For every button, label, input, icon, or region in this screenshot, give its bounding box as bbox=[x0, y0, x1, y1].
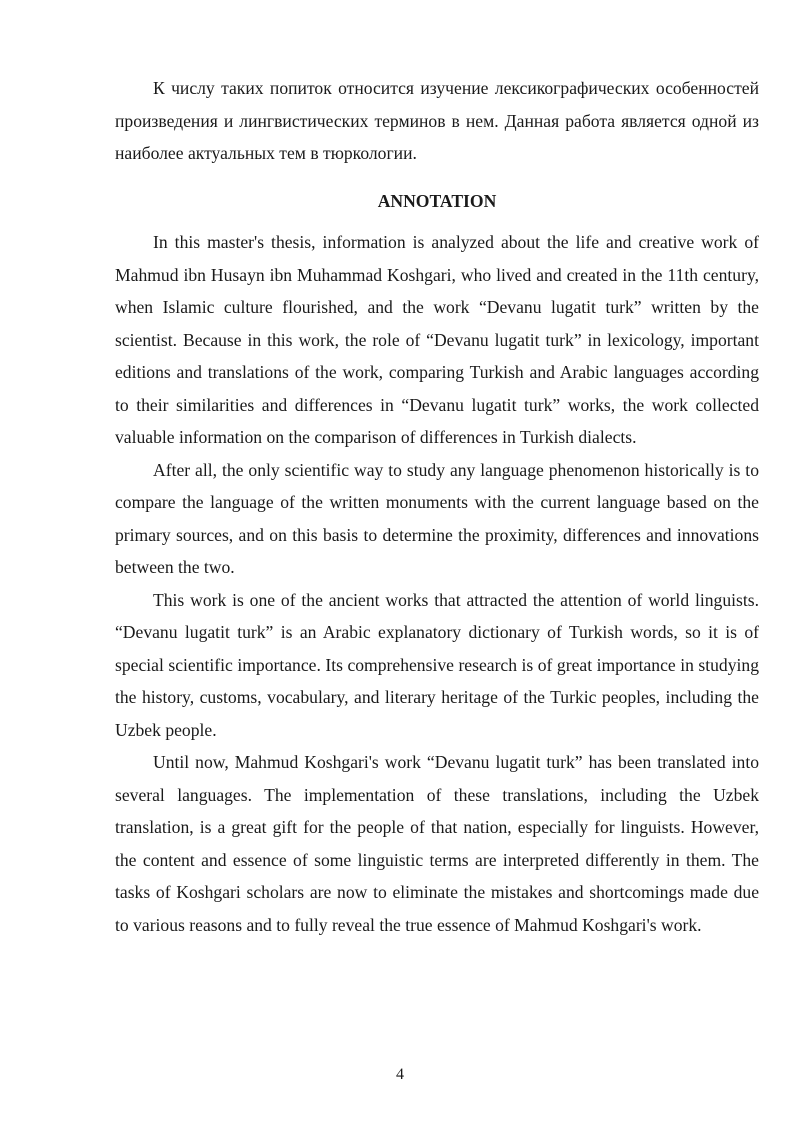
paragraph: After all, the only scientific way to study any language phenomenon historically is to compare the language of the written monuments with the current language based on the primary sources, and on this basis to determine the proximity, differences and innovations between the two. bbox=[115, 459, 759, 577]
page-number: 4 bbox=[396, 1066, 404, 1083]
paragraph: This work is one of the ancient works that attracted the attention of world linguists. “Devanu lugatit turk” is an Arabic explanatory dictionary of Turkish words, so it is of special scientific importance. Its comprehensive research is of great importance in studying the history, customs, vocabulary, and literary heritage of the Turkic peoples, including the Uzbek people. bbox=[115, 589, 759, 740]
intro-paragraph: К числу таких попиток относится изучение лексикографических особенностей произведения и лингвистических терминов в нем. Данная работа является одной из наиболее актуальных тем в тюркологии. bbox=[115, 78, 759, 163]
annotation-body bbox=[115, 226, 759, 941]
intro-section bbox=[115, 72, 759, 170]
paragraph: Until now, Mahmud Koshgari's work “Devanu lugatit turk” has been translated into several languages. The implementation of these translations, including the Uzbek translation, is a great gift for the people of that nation, especially for linguists. However, the content and essence of some linguistic terms are interpreted differently in them. The tasks of Koshgari scholars are now to eliminate the mistakes and shortcomings made due to various reasons and to fully reveal the true essence of Mahmud Koshgari's work. bbox=[115, 752, 759, 935]
paragraph: In this master's thesis, information is analyzed about the life and creative work of Mahmud ibn Husayn ibn Muhammad Koshgari, who lived and created in the 11th century, when Islamic culture flourished, and the work “Devanu lugatit turk” written by the scientist. Because in this work, the role of “Devanu lugatit turk” in lexicology, important editions and translations of the work, comparing Turkish and Arabic languages according to their similarities and differences in “Devanu lugatit turk” works, the work collected valuable information on the comparison of differences in Turkish dialects. bbox=[115, 232, 759, 447]
annotation-heading: ANNOTATION bbox=[377, 191, 497, 211]
